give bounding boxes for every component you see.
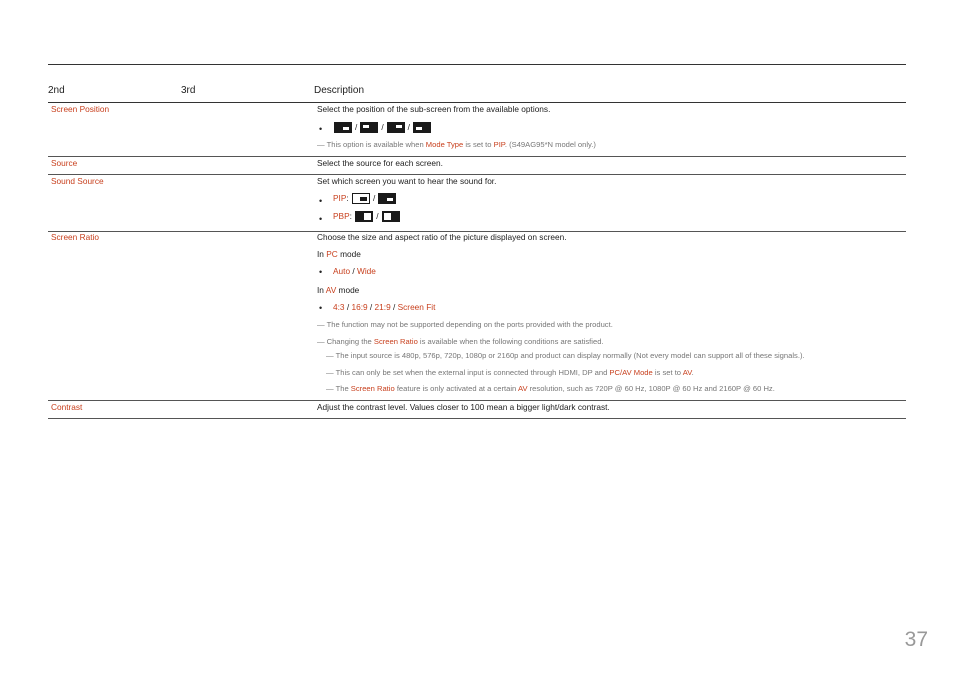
menu-sound-source: Sound Source: [51, 176, 104, 186]
row-rule: [48, 400, 906, 401]
screen-ratio-note1: ― The function may not be supported depending on the ports provided with the product.: [317, 320, 613, 329]
header-description: Description: [314, 85, 365, 96]
bullet: •: [319, 214, 323, 224]
menu-contrast: Contrast: [51, 402, 83, 412]
screen-position-options: / / /: [333, 122, 432, 133]
screen-ratio-sub3: ― The Screen Ratio feature is only activated at a certain AV resolution, such as 720P @ 60 Hz, 1080P @ 60 Hz and 2160P @ 60 Hz.: [326, 384, 775, 393]
pip-top-right-icon: [387, 122, 405, 133]
screen-position-desc: Select the position of the sub-screen from the available options.: [317, 104, 551, 114]
bullet: •: [319, 267, 323, 277]
bullet: •: [319, 124, 323, 134]
top-rule: [48, 64, 906, 65]
pip-bottom-left-icon: [413, 122, 431, 133]
pc-mode-options: Auto / Wide: [333, 266, 376, 276]
pip-bottom-right-icon: [334, 122, 352, 133]
pbp-left-sound-icon: [355, 211, 373, 222]
header-3rd: 3rd: [181, 85, 196, 96]
table-bottom-rule: [48, 418, 906, 419]
sound-source-pbp: PBP: /: [333, 211, 401, 222]
pip-sub-sound-icon: [352, 193, 370, 204]
menu-source: Source: [51, 158, 78, 168]
pip-top-left-icon: [360, 122, 378, 133]
menu-screen-position: Screen Position: [51, 104, 110, 114]
av-mode-options: 4:3 / 16:9 / 21:9 / Screen Fit: [333, 302, 436, 312]
pbp-right-sound-icon: [382, 211, 400, 222]
screen-ratio-note2: ― Changing the Screen Ratio is available when the following conditions are satisfied.: [317, 337, 604, 346]
sound-source-pip: PIP: /: [333, 193, 397, 204]
bullet: •: [319, 196, 323, 206]
screen-ratio-desc: Choose the size and aspect ratio of the picture displayed on screen.: [317, 232, 567, 242]
av-mode-line: In AV mode: [317, 285, 360, 295]
page-number: 37: [904, 628, 928, 651]
row-rule: [48, 174, 906, 175]
header-2nd: 2nd: [48, 85, 65, 96]
pip-main-sound-icon: [378, 193, 396, 204]
header-rule: [48, 102, 906, 103]
contrast-desc: Adjust the contrast level. Values closer to 100 mean a bigger light/dark contrast.: [317, 402, 610, 412]
screen-ratio-sub1: ― The input source is 480p, 576p, 720p, 1080p or 2160p and product can display normally (Not every model can support all of these signals.).: [326, 351, 805, 360]
screen-position-note: ― This option is available when Mode Type is set to PIP. (S49AG95*N model only.): [317, 140, 596, 149]
source-desc: Select the source for each screen.: [317, 158, 443, 168]
pc-mode-line: In PC mode: [317, 249, 361, 259]
screen-ratio-sub2: ― This can only be set when the external input is connected through HDMI, DP and PC/AV Mode is set to AV.: [326, 368, 694, 377]
row-rule: [48, 156, 906, 157]
bullet: •: [319, 303, 323, 313]
sound-source-desc: Set which screen you want to hear the sound for.: [317, 176, 497, 186]
menu-screen-ratio: Screen Ratio: [51, 232, 99, 242]
